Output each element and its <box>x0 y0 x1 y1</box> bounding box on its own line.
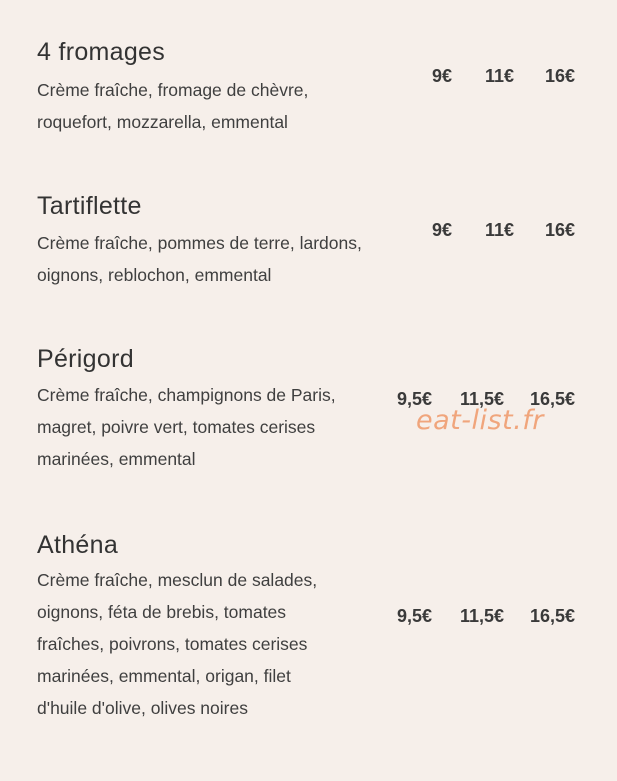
description-line: d'huile d'olive, olives noires <box>37 698 248 718</box>
price-large: 16,5€ <box>529 389 575 409</box>
price-small: 9,5€ <box>396 606 432 626</box>
description-line: roquefort, mozzarella, emmental <box>37 112 288 132</box>
item-description <box>37 379 392 475</box>
watermark: eat-list.fr <box>416 405 544 436</box>
description-line: magret, poivre vert, tomates cerises <box>37 417 316 437</box>
price-large: 16€ <box>544 66 575 86</box>
menu-item-athena <box>37 530 597 718</box>
price-large: 16,5€ <box>529 606 575 626</box>
item-prices <box>374 606 575 627</box>
description-line: oignons, féta de brebis, tomates <box>37 602 287 622</box>
price-small: 9€ <box>431 66 452 86</box>
description-line: Crème fraîche, pommes de terre, lardons, <box>37 233 362 253</box>
menu-item-tartiflette <box>37 191 597 285</box>
item-description <box>37 227 407 291</box>
description-line: Crème fraîche, fromage de chèvre, <box>37 80 309 100</box>
description-line: Crème fraîche, mesclun de salades, <box>37 570 318 590</box>
description-line: Crème fraîche, champignons de Paris, <box>37 385 336 405</box>
item-prices <box>406 66 575 87</box>
price-medium: 11,5€ <box>459 606 504 626</box>
item-name: Périgord <box>37 345 134 373</box>
price-small: 9€ <box>431 220 452 240</box>
description-line: marinées, emmental, origan, filet <box>37 666 291 686</box>
price-small: 9,5€ <box>396 389 432 409</box>
price-medium: 11,5€ <box>459 389 504 409</box>
item-prices <box>406 220 575 241</box>
item-description <box>37 564 392 724</box>
price-medium: 11€ <box>484 66 514 86</box>
description-line: fraîches, poivrons, tomates cerises <box>37 634 308 654</box>
description-line: marinées, emmental <box>37 449 196 469</box>
item-name: 4 fromages <box>37 38 166 66</box>
item-name: Athéna <box>37 531 119 559</box>
description-line: oignons, reblochon, emmental <box>37 265 272 285</box>
item-name: Tartiflette <box>37 192 142 220</box>
price-large: 16€ <box>544 220 575 240</box>
item-description <box>37 74 392 138</box>
price-medium: 11€ <box>484 220 514 240</box>
menu-item-4-fromages <box>37 37 597 132</box>
